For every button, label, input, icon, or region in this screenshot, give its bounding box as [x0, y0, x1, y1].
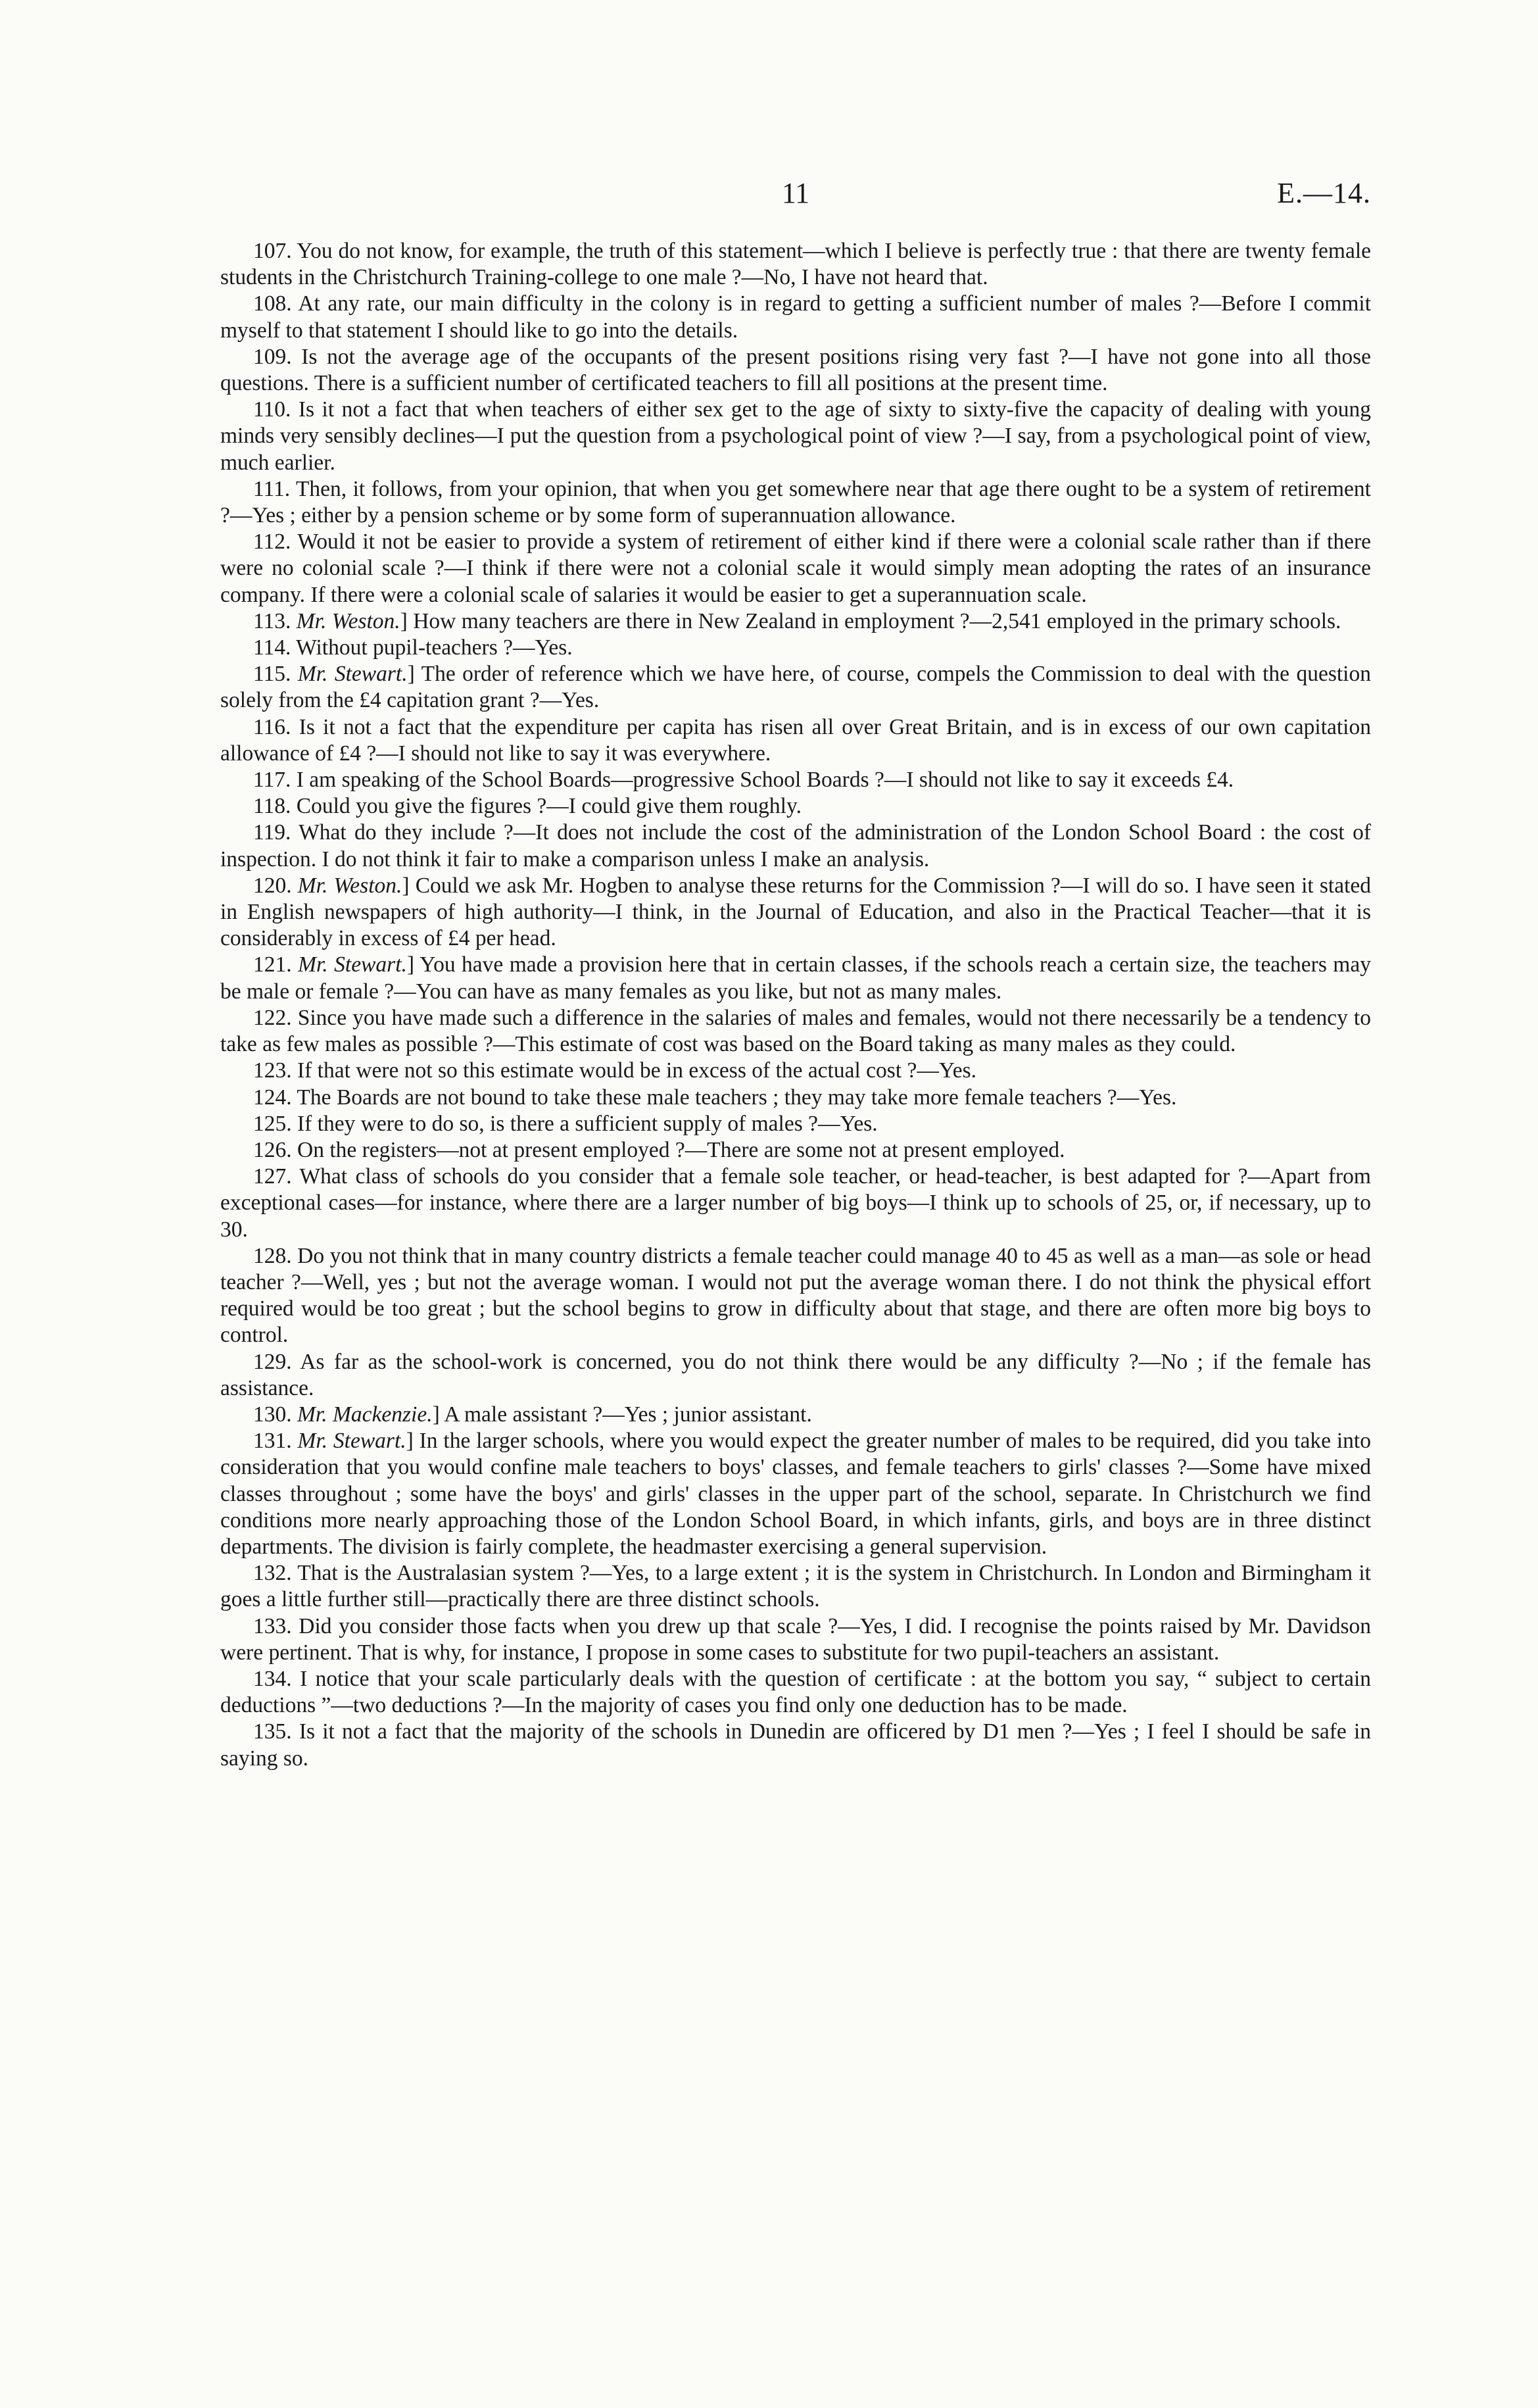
question-paragraph: [220, 1058, 1371, 1084]
speaker-name: Mr. Stewart.: [297, 662, 408, 687]
question-paragraph: [220, 1164, 1371, 1243]
question-number: 121.: [253, 952, 292, 977]
question-paragraph: 120. Mr. Weston.] Could we ask Mr. Hogben to analyse these returns for the Commission ?—I will do so. I have seen it stated in English newspapers of high authority—I think, in the Journal of Education, and also in the Practical Teacher—that it is considerably in excess of £4 per head.: [220, 873, 1372, 951]
question-number: 123.: [253, 1058, 292, 1083]
question-text: Then, it follows, from your opinion, that when you get somewhere near that age there ought to be a system of retirement ?—Yes ; either by a pension scheme or by some form of superannuation allowance.: [220, 476, 1371, 528]
speaker-name: Mr. Weston.: [296, 608, 400, 633]
question-number: 120.: [253, 873, 292, 898]
question-number: 113.: [253, 608, 291, 633]
question-number: 131.: [253, 1429, 292, 1454]
question-paragraph: [220, 1111, 1371, 1137]
question-text: In the larger schools, where you would expect the greater number of males to be required, did you take into consideration that you would confine male teachers to boys' classes, and female teachers to girls' classes ?—Some have mixed classes throughout ; some have the boys' and girls' classes in the upper part of the school, separate. In Christchurch we find conditions more nearly approaching those of the London School Board, in which infants, girls, and boys are in three distinct departments. The division is fairly complete, the headmaster exercising a general supervision.: [220, 1429, 1371, 1559]
question-paragraph: [220, 714, 1371, 767]
question-number: 132.: [253, 1561, 292, 1586]
question-number: 108.: [253, 291, 292, 316]
question-text: You do not know, for example, the truth of this statement—which I believe is perfectly true : that there are twenty female students in the Christchurch Training-college to one male ?—No, I have not heard that.: [220, 239, 1372, 290]
page-number: 11: [781, 177, 810, 209]
question-paragraph: [220, 635, 1371, 661]
question-text: What class of schools do you consider that a female sole teacher, or head-teacher, is best adapted for ?—Apart from exceptional cases—for instance, where there are a larger number of big boys—I think up to schools of 25, or, if necessary, up to 30.: [220, 1164, 1371, 1242]
question-paragraph: [220, 1243, 1371, 1349]
question-number: 125.: [253, 1111, 292, 1136]
question-text: The order of reference which we have here, of course, compels the Commission to deal with the question solely from the £4 capitation grant ?—Yes.: [220, 662, 1371, 713]
question-paragraph: [220, 793, 1371, 820]
speaker-name: Mr. Stewart.: [297, 1429, 406, 1454]
speaker-name: Mr. Stewart.: [298, 952, 407, 977]
question-text: Is it not a fact that the expenditure per capita has risen all over Great Britain, and is in excess of our own capitation allowance of £4 ?—I should not like to say it was everywhere.: [220, 714, 1371, 766]
question-text: How many teachers are there in New Zealand in employment ?—2,541 employed in the primary schools.: [413, 608, 1341, 633]
question-number: 128.: [253, 1243, 292, 1268]
question-number: 134.: [253, 1666, 292, 1691]
question-text: Is it not a fact that the majority of the schools in Dunedin are officered by D1 men ?—Yes ; I feel I should be safe in saying so.: [220, 1719, 1372, 1771]
question-number: 122.: [253, 1005, 292, 1030]
question-paragraph: 115. Mr. Stewart.] The order of reference which we have here, of course, compels the Commission to deal with the question solely from the £4 capitation grant ?—Yes.: [220, 662, 1371, 713]
question-text: I am speaking of the School Boards—progressive School Boards ?—I should not like to say it exceeds £4.: [296, 768, 1234, 793]
question-number: 107.: [253, 239, 292, 263]
question-text: Is it not a fact that when teachers of either sex get to the age of sixty to sixty-five the capacity of dealing with young minds very sensibly declines—I put the question from a psychological point of view ?—I say, from a psychological point of view, much earlier.: [220, 397, 1372, 475]
question-paragraph: [220, 767, 1371, 793]
question-text: Is not the average age of the occupants of the present positions rising very fast ?—I have not gone into all those questions. There is a sufficient number of certificated teachers to fill all positions at the present time.: [220, 344, 1371, 396]
question-number: 110.: [253, 397, 291, 422]
question-paragraph: [220, 291, 1371, 343]
question-paragraph: 113. Mr. Weston.] How many teachers are there in New Zealand in employment ?—2,541 employed in the primary schools.: [253, 608, 1341, 633]
question-text: If they were to do so, is there a sufficient supply of males ?—Yes.: [297, 1111, 878, 1136]
question-number: 129.: [253, 1349, 292, 1374]
question-number: 124.: [253, 1085, 292, 1110]
question-number: 135.: [253, 1719, 292, 1744]
series-reference: E.—14.: [1277, 177, 1371, 209]
question-text: If that were not so this estimate would be in excess of the actual cost ?—Yes.: [297, 1058, 976, 1083]
question-text: Did you consider those facts when you drew up that scale ?—Yes, I did. I recognise the points raised by Mr. Davidson were pertinent. That is why, for instance, I propose in some cases to substitute for two pupil-teachers an assistant.: [220, 1613, 1372, 1665]
question-number: 130.: [253, 1402, 292, 1427]
question-text: Could you give the figures ?—I could give them roughly.: [296, 794, 802, 819]
question-paragraph: [220, 1005, 1371, 1058]
speaker-name: Mr. Mackenzie.: [297, 1402, 433, 1427]
question-text: I notice that your scale particularly deals with the question of certificate : at the bottom you say, “ subject to certain deductions ”—two deductions ?—In the majority of cases you find only one deduction has to be made.: [220, 1666, 1372, 1718]
question-number: 117.: [253, 768, 291, 793]
question-number: 109.: [253, 344, 292, 369]
evidence-text: [220, 238, 1371, 1772]
question-paragraph: 121. Mr. Stewart.] You have made a provision here that in certain classes, if the schools reach a certain size, the teachers may be male or female ?—You can have as many females as you like, but not as many males.: [220, 952, 1371, 1004]
question-number: 111.: [253, 476, 291, 501]
question-paragraph: [220, 476, 1371, 529]
question-number: 112.: [253, 529, 291, 554]
question-text: At any rate, our main difficulty in the colony is in regard to getting a sufficient number of males ?—Before I commit myself to that statement I should like to go into the details.: [220, 291, 1371, 343]
question-paragraph: [220, 1349, 1371, 1402]
question-number: 127.: [253, 1164, 292, 1189]
question-text: The Boards are not bound to take these male teachers ; they may take more female teachers ?—Yes.: [297, 1085, 1177, 1110]
question-text: Could we ask Mr. Hogben to analyse these returns for the Commission ?—I will do so. I have seen it stated in English newspapers of high authority—I think, in the Journal of Education, and also in the Practical Teacher—that it is considerably in excess of £4 per head.: [220, 873, 1372, 951]
question-paragraph: [220, 1137, 1371, 1164]
question-number: 118.: [253, 794, 291, 819]
question-paragraph: [220, 344, 1371, 397]
question-text: Do you not think that in many country districts a female teacher could manage 40 to 45 as well as a man—as sole or head teacher ?—Well, yes ; but not the average woman. I would not put the average woman there. I do not think the physical effort required would be too great ; but the school begins to grow in difficulty about that stage, and there are often more big boys to control.: [220, 1243, 1371, 1348]
question-paragraph: 131. Mr. Stewart.] In the larger schools, where you would expect the greater number of males to be required, did you take into consideration that you would confine male teachers to boys' classes, and female teachers to girls' classes ?—Some have mixed classes throughout ; some have the boys' and girls' classes in the upper part of the school, separate. In Christchurch we find conditions more nearly approaching those of the London School Board, in which infants, girls, and boys are in three distinct departments. The division is fairly complete, the headmaster exercising a general supervision.: [220, 1429, 1371, 1559]
question-number: 126.: [253, 1137, 292, 1162]
question-paragraph: 130. Mr. Mackenzie.] A male assistant ?—Yes ; junior assistant.: [253, 1402, 812, 1427]
question-text: On the registers—not at present employed ?—There are some not at present employed.: [297, 1137, 1065, 1162]
question-paragraph: [220, 1613, 1371, 1666]
question-text: Since you have made such a difference in the salaries of males and females, would not there necessarily be a tendency to take as few males as possible ?—This estimate of cost was based on the Board taking as many males as they could.: [220, 1005, 1371, 1057]
question-number: 114.: [253, 635, 291, 660]
question-number: 119.: [253, 820, 291, 845]
question-number: 133.: [253, 1613, 292, 1638]
question-text: Without pupil-teachers ?—Yes.: [296, 635, 573, 660]
question-text: As far as the school-work is concerned, you do not think there would be any difficulty ?—No ; if the female has assistance.: [220, 1349, 1371, 1400]
page-header: [220, 176, 1371, 216]
question-paragraph: [220, 397, 1371, 476]
question-paragraph: [220, 529, 1371, 608]
question-number: 116.: [253, 714, 291, 739]
question-text: Would it not be easier to provide a system of retirement of either kind if there were a colonial scale rather than if there were no colonial scale ?—I think if there were not a colonial scale it would simply mean adopting the rates of an insurance company. If there were a colonial scale of salaries it would be easier to get a superannuation scale.: [220, 529, 1371, 607]
question-text: You have made a provision here that in certain classes, if the schools reach a certain size, the teachers may be male or female ?—You can have as many females as you like, but not as many males.: [220, 952, 1371, 1004]
question-paragraph: [220, 1085, 1371, 1111]
question-text: That is the Australasian system ?—Yes, to a large extent ; it is the system in Christchurch. In London and Birmingham it goes a little further still—practically there are three distinct schools.: [220, 1561, 1371, 1612]
question-text: What do they include ?—It does not include the cost of the administration of the London School Board : the cost of inspection. I do not think it fair to make a comparison unless I make an analysis.: [220, 820, 1371, 872]
question-number: 115.: [253, 662, 291, 687]
question-paragraph: [220, 1719, 1371, 1771]
question-text: A male assistant ?—Yes ; junior assistant.: [444, 1402, 812, 1427]
question-paragraph: [220, 238, 1371, 291]
question-paragraph: [220, 1666, 1371, 1719]
question-paragraph: [220, 820, 1371, 872]
speaker-name: Mr. Weston.: [297, 873, 402, 898]
question-paragraph: [220, 1560, 1371, 1613]
